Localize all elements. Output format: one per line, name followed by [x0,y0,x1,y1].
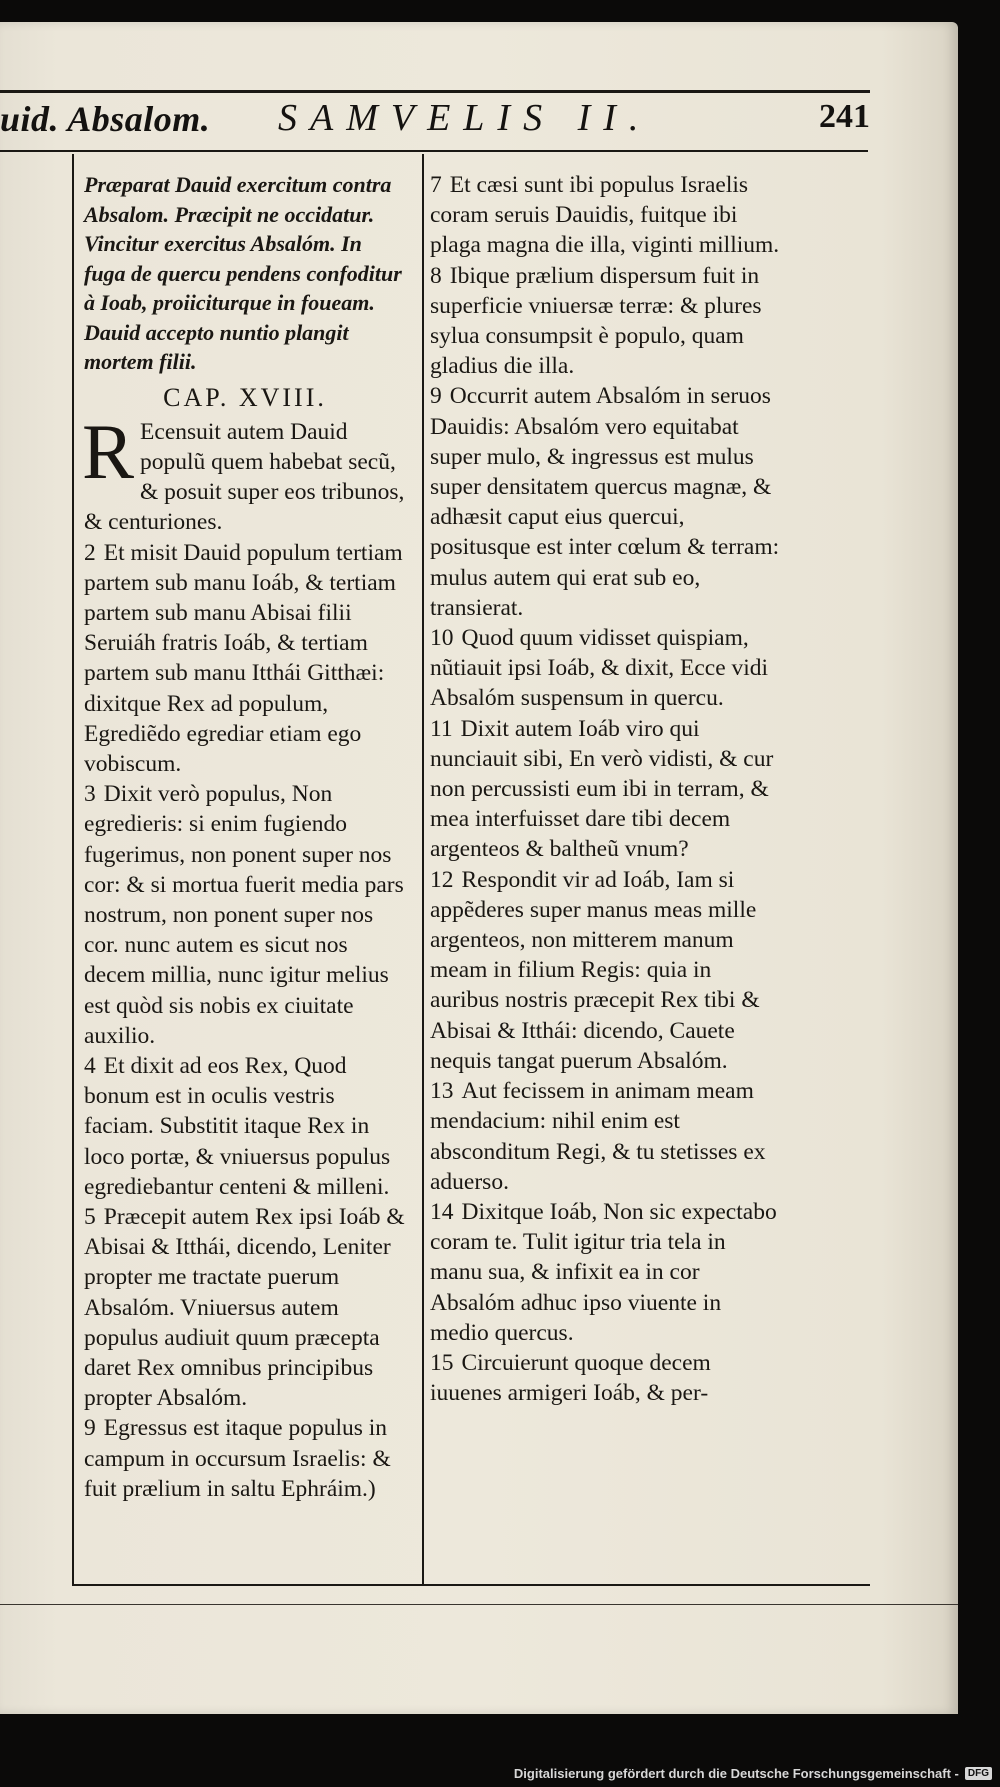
verse-text: Dixit autem Ioáb viro qui nunciauit sibi, En verò vidisti, & cur non percussisti eum ibi in terram, & mea interfuisset dare tibi decem argenteos & baltheũ vnum? [430,715,774,863]
verse [430,1197,780,1348]
column-divider [422,154,424,1586]
verse-number: 14 [430,1198,454,1225]
book-page [0,22,958,1714]
verse-text: Ecensuit autem Dauid populũ quem habebat secũ, & posuit super eos tribunos, & centuriones. [84,418,405,536]
verse-text: Ibique prælium dispersum fuit in superficie vniuersæ terræ: & plures sylua consumpsit è populo, quam gladius die illa. [430,262,762,380]
verse-number: 2 [84,539,96,566]
left-column-rule [72,154,74,1586]
verse [84,538,406,780]
credit-text: Digitalisierung gefördert durch die Deutsche Forschungsgemeinschaft - [513,1766,959,1781]
running-head-title: SAMVELIS II. [278,97,652,139]
verse [430,1348,780,1408]
chapter-heading: CAP. XVIII. [163,382,327,412]
verse-text: Et dixit ad eos Rex, Quod bonum est in oculis vestris faciam. Substitit itaque Rex in loco portæ, & vniuersus populus egrediebantur centeni & milleni. [84,1052,391,1200]
verse-number: 9 [430,383,442,410]
verse-text: Præcepit autem Rex ipsi Ioáb & Abisai & Itthái, dicendo, Leniter propter me tractate puerum Absalóm. Vniuersus autem populus audiuit quum præcepta daret Rex omnibus principibus propter Absalóm. [84,1203,405,1412]
verse-1 [82,407,406,538]
verse [430,261,780,382]
verse [84,1413,406,1504]
drop-cap: R [82,407,135,495]
page-number: 241 [819,98,870,135]
verse-number: 13 [430,1078,454,1105]
verse [84,1202,406,1413]
verse-number: 4 [84,1052,96,1079]
verse [430,381,780,623]
verse-number: 15 [430,1349,454,1376]
verse-text: Dixit verò populus, Non egredieris: si enim fugiendo fugerimus, non ponent super nos cor: & si mortua fuerit media pars nostrum, non ponent super nos cor. nunc autem es sicut nos decem millia, nunc igitur melius est quòd sis nobis ex ciuitate auxilio. [84,781,404,1049]
verse-text: Respondit vir ad Ioáb, Iam si appẽderes super manus meas mille argenteos, non mitterem manum meam in filium Regis: quia in auribus nostris præcepit Rex tibi & Abisai & Itthái: dicendo, Cauete nequis tangat puerum Absalóm. [430,866,760,1074]
verse-text: Occurrit autem Absalóm in seruos Dauidis: Absalóm vero equitabat super mulo, & ingressus est mulus super densitatem quercus magnæ, & adhæsit caput eius quercui, positusque est inter cœlum & terram: mulus autem qui erat sub eo, transierat. [430,383,780,621]
verse [430,1076,780,1197]
verse-number: 5 [84,1203,96,1230]
verse [430,714,780,865]
verse-number: 10 [430,625,454,652]
verse [430,170,780,261]
verse [84,779,406,1051]
verse-number: 12 [430,866,454,893]
verse-text: Dixitque Ioáb, Non sic expectabo coram te. Tulit igitur tria tela in manu sua, & infixit ea in cor Absalóm adhuc ipso viuente in medio quercus. [430,1198,777,1346]
verse-number: 8 [430,262,442,289]
verse [430,865,780,1076]
verse-text: Et misit Dauid populum tertiam partem sub manu Ioáb, & tertiam partem sub manu Abisai filii Seruiáh fratris Ioáb, & tertiam partem sub manu Itthái Gitthæi: dixitque Rex ad populum, Egrediẽdo egrediar etiam ego vobiscum. [84,539,403,777]
verse-number: 3 [84,781,96,808]
header-rule [0,150,868,152]
verse-number: 9 [84,1415,96,1442]
verse-text: Egressus est itaque populus in campum in occursum Israelis: & fuit prælium in saltu Ephráim.) [84,1415,391,1502]
bottom-edge-rule [0,1604,958,1605]
verse [84,1051,406,1202]
digitization-credit [514,1766,992,1781]
verse-number: 7 [430,172,442,198]
left-column [84,170,406,1504]
verse-text: Quod quum vidisset quispiam, nũtiauit ipsi Ioáb, & dixit, Ecce vidi Absalóm suspensum in quercu. [430,625,769,712]
verse-number: 11 [430,715,453,742]
chapter-summary: Præparat Dauid exercitum contra Absalom. Præcipit ne occidatur. Vincitur exercitus Absalóm. In fuga de quercu pendens confoditur à Ioab, proiiciturque in foueam. Dauid accepto nuntio plangit mortem filii. [84,172,402,374]
bottom-rule [72,1584,870,1586]
right-column [430,170,780,1408]
dfg-logo: DFG [965,1767,992,1780]
verse-text: Et cæsi sunt ibi populus Israelis coram seruis Dauidis, fuitque ibi plaga magna die illa, viginti millium. [430,172,780,259]
verse [430,623,780,714]
running-head-left: uid. Absalom. [0,99,211,139]
verse-text: Circuierunt quoque decem iuuenes armigeri Ioáb, & per- [430,1349,711,1407]
running-head [0,84,870,154]
verse-text: Aut fecissem in animam meam mendacium: nihil enim est absconditum Regi, & tu stetisses ex aduerso. [430,1078,766,1195]
